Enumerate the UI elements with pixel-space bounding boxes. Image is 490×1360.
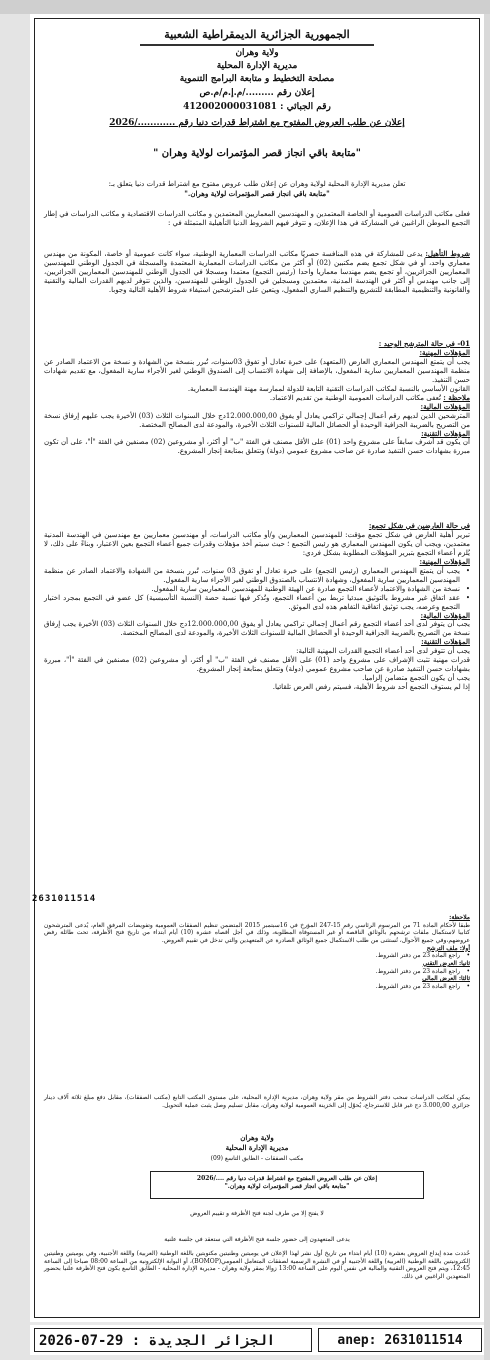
section2-bullet-1: • يجب أن يتمتع المهندس المعماري (رئيس التجمع) على خبرة تعادل أو تفوق 03 سنوات، تُبرر بنسخة من الشهادة والاعتماد الصادر عن منظمة المهندسين المعماريين سارية المفعول، وشهادة الانتساب بالصندوق الوطني لغير الأجراء سارية المفعول. bbox=[44, 567, 470, 585]
eligibility-text: يدعى للمشاركة في هذه المنافسة حصريًا مكاتب الدراسات المعمارية الوطنية، سواء كانت عمومية أو خاصة، المكونة من مهندس معماري واحد، أو في شكل تجمع يضم مكتبين (02) أو أكثر من مكاتب الدراسات المعمارية المعتمدة والمسجلة في الجدول الوطني للمهندسين المعماريين الجزائريين، أو تجمع يضم مهندسا معماريا واحدا (رئيس التجمع) معتمدا ومسجلا في الجدول الوطني للمهندسين المعماريين الجزائريين، إلى جانب مهندس أو أكثر في الهندسة المدنية، معتمدين ومسجلين في الجدول الوطني للمهندسين، والذين تتوفر لديهم القدرات المالية والتقنية والقانونية والتنظيمية المطابقة للتشريع والتنظيم الساري المفعول، ويتعين على المترشحين استيفاء شروط الأهلية التالية وجوبا. bbox=[44, 250, 470, 294]
notes-item-1-title: أولا: ملف الترشح bbox=[426, 944, 470, 952]
notice-title: إعلان عن طلب العروض المفتوح مع اشتراط قدرات دنيا رقم ............/2026 bbox=[109, 118, 405, 128]
envelope-box bbox=[150, 1171, 424, 1199]
section2-technical-text-1: يجب أن تتوفر لدى أحد أعضاء التجمع القدرات المهنية التالية: bbox=[296, 647, 470, 656]
section1-note-label: ملاحظة : bbox=[443, 392, 470, 402]
section2-financial-title: المؤهلات المالية: bbox=[420, 610, 470, 620]
project-title: "متابعة باقي انجاز قصر المؤتمرات لولاية وهران " bbox=[153, 148, 361, 159]
address-line-2: مديرية الإدارة المحلية bbox=[225, 1143, 289, 1152]
section1-technical-text: أن يكون قد أشرف سابقاً على مشروع واحد (01) على الأقل مصنف في الفئة "ب" أو أكثر، أو مشروعين (02) مصنفين في الفئة "أ"، على أن تكون مبررة بشهادات حسن التنفيذ صادرة عن صاحب مشروع عمومي (دولة) وتتعلق بمتابعة إنجاز المشروع. bbox=[44, 438, 470, 456]
address-line-3: مكتب الصفقات - الطابق التاسع (09) bbox=[210, 1155, 304, 1162]
section-single-candidate bbox=[44, 340, 470, 456]
section1-legal-text: القانون الأساسي بالنسبة لمكاتب الدراسات التقنية التابعة للدولة لممارسة مهنة الهندسة المعمارية. bbox=[187, 384, 470, 393]
section2-technical-text-2: قدرات مهنية تثبت الإشراف على مشروع واحد (01) على الأقل مصنف في الفئة "ب" أو أكثر، أو مشروعين (02) مصنفين في الفئة "أ"، مبررة بشهادات حسن التنفيذ صادرة عن صاحب مشروع عمومي (دولة) وتتعلق بمتابعة إنجاز المشروع. bbox=[44, 656, 470, 674]
envelope-line-2: "متابعة باقي انجاز قصر المؤتمرات لولاية وهران." bbox=[224, 1182, 350, 1190]
newspaper-page bbox=[30, 14, 484, 1322]
section1-technical-title: المؤهلات التقنية: bbox=[421, 428, 470, 438]
closing-line-1: لا يفتح إلا من طرف لجنة فتح الأظرفة و تقييم العروض bbox=[190, 1210, 324, 1217]
withdrawal-text: يمكن لمكاتب الدراسات سحب دفتر الشروط من مقر ولاية وهران، مديرية الإدارة المحلية، على مستوى المكتب التابع (مكتب الصفقات)، مقابل دفع مبلغ ثلاثة آلاف دينار جزائري 3.000,00 دج غير قابل للاسترجاع، يُحوّل إلى الخزينة العمومية لولاية وهران، مقابل تسليم وصل يثبت عملية التحويل. bbox=[44, 1094, 470, 1109]
section2-heading: في حالة العارضين في شكل تجمع: bbox=[368, 521, 470, 530]
footer-bar bbox=[30, 1325, 484, 1355]
notes-text: طبقا لأحكام المادة 71 من المرسوم الرئاسي رقم 15-247 المؤرخ في 16سبتمبر 2015 المتضمن تنظيم الصفقات العمومية وتفويضات المرفق العام، يُدعى المترشحون كتابيا لاستكمال ملفات ترشحهم بالوثائق الناقصة أو غير المستوفاة المطلوبة، وذلك في أجل أقصاه عشرة (10) أيام ابتداء من تاريخ فتح الأظرفة، تحت طائلة رفض عروضهم،وفي جميع الأحوال، تُستثنى من طلب الاستكمال جميع الوثائق الصادرة عن المتعهدين والتي تدخل في تقييم العروض. bbox=[44, 921, 470, 945]
eligibility-block bbox=[44, 250, 470, 295]
envelope-line-1: إعلان عن طلب العروض المفتوح مع اشتراط قدرات دنيا رقم ..../2026 bbox=[196, 1175, 378, 1182]
section2-financial-text: يجب أن يتوفر لدى أحد أعضاء التجمع رقم أعمال إجمالي تراكمي يعادل أو يفوق 12.000.000,00دج خلال السنوات الثلاث (03) الأخيرة يجب إرفاق نسخة من التصريح بالضريبة الجزافية الوحيدة أو الحصائل المالية للسنوات الثلاث الأخيرة، والمودعة لدى المصالح المختصة. bbox=[44, 620, 470, 638]
closing-line-3: حُددت مدة إيداع العروض بعشرة (10) أيام ابتداء من تاريخ أول نشر لهذا الإعلان في يوميتين وطنيتين مكتوبتين باللغة الوطنية (العربية) واللغة الأجنبية، وفي يوميتين وطنيتين إلكترونيتين باللغة الوطنية (العربية) واللغة الأجنبية أو في النشرة الرسمية لصفقات المتعامل العمومي(BOMOP)، أو البوابة الإلكترونية من الساعة 08:00 صباحا إلى الساعة 12:45، ويتم فتح العروض التقنية والمالية في نفس اليوم على الساعة 13:00 زوالا بمقر ولاية وهران - مديرية الإدارة المحلية - الطابق التاسع يكون فتح الأظرفة علنيا بحضور المتعهدين الراغبين في ذلك. bbox=[44, 1250, 470, 1281]
notes-item-3-title: ثالثا: العرض المالي bbox=[422, 975, 470, 983]
section2-intro: تبرير أهلية العارض في شكل تجمع مؤقت: للمهندسين المعماريين و/أو مكاتب الدراسات، أو مهندسين معماريين مع مهندسين في الهندسة المدنية معتمدين، ويجب أن يكون المهندس المعماري هو رئيس التجمع ؛ حيث سيتم أخذ مؤهلات وقدرات جميع أعضاء التجمع بعين الاعتبار، وبناءً على ذلك، لا يُلزم أعضاء التجمع بتبرير المؤهلات المطلوبة بشكل فردي: bbox=[44, 530, 470, 557]
republic-title: الجمهورية الجزائرية الديمقراطية الشعبية bbox=[140, 26, 374, 46]
section2-bullet-2: • نسخة من الشهادة والاعتماد لأعضاء التجمع صادرة عن الهيئة الوطنية للمهندسين المعماريين سارية المفعول. bbox=[44, 585, 470, 594]
section1-heading: 01- في حالة المترشح الوحيد : bbox=[378, 339, 470, 348]
section2-technical-text-3: يجب أن يكون التجمع متضامن إلزاميا. bbox=[362, 674, 470, 683]
right-margin-strip bbox=[484, 14, 490, 1360]
anep-reference: anep: 2631011514 bbox=[318, 1328, 482, 1352]
tax-number: رقم الجبائي : 412002000031081 bbox=[183, 102, 331, 112]
address-line-1: ولاية وهران bbox=[240, 1133, 274, 1142]
notes-item-2-text: • راجع المادة 23 من دفتر الشروط. bbox=[44, 968, 470, 976]
eligibility-label: شروط التأهيل: bbox=[425, 249, 470, 258]
section1-note-text: تُعفى مكاتب الدراسات العمومية الوطنية من تقديم الاعتماد. bbox=[269, 393, 441, 402]
directorate-title: مديرية الإدارة المحلية bbox=[216, 61, 298, 71]
notes-item-3-text: • راجع المادة 23 من دفتر الشروط. bbox=[44, 983, 470, 991]
section2-technical-title: المؤهلات التقنية: bbox=[421, 637, 470, 647]
section2-bullet-3: • عقد اتفاق غير مشروط بالتوثيق مبدئيا تربط بين أعضاء التجمع، وتُذكر فيها نسبة حصة (النسبة التأسيسية) كل عضو في التجمع بمجرد اختيار التجمع وعرضه، يجب توثيق اتفاقية التفاهم هذه لدى الموثق. bbox=[44, 594, 470, 612]
top-strip bbox=[0, 0, 490, 14]
intro-line-1: تعلن مديرية الإدارة المحلية لولاية وهران عن إعلان طلب عروض مفتوح مع اشتراط قدرات دنيا يتعلق بـ: bbox=[108, 180, 406, 188]
notes-block bbox=[44, 914, 470, 991]
paragraph-offices: فعلى مكاتب الدراسات العمومية أو الخاصة المعتمدين و المهندسين المعماريين المعتمدين و مكاتب الدراسات الاقتصادية و مكاتب الدراسات في إطار التجمع الموطن الراغبين في المشاركة في هذا الإعلان، و تتوفر فيهم الشروط الدنيا التأهيلية المتمثلة في : bbox=[44, 210, 470, 227]
section1-financial-text: المترشحين الذين لديهم رقم أعمال إجمالي تراكمي يعادل أو يفوق 12.000.000,00دج خلال السنوات الثلاث (03) الأخيرة يجب عليهم إرفاق نسخة من التصريح بالضريبة الجزافية الوحيدة أو الحصائل المالية للسنوات الثلاث الأخيرة، والمودعة لدى المصالح المختصة. bbox=[44, 411, 470, 429]
notes-item-1-text: • راجع المادة 23 من دفتر الشروط. bbox=[44, 952, 470, 960]
left-margin-strip bbox=[0, 14, 30, 1360]
notes-item-2-title: ثانيا: العرض التقني bbox=[422, 960, 470, 968]
section1-professional-text: يجب أن يتمتع المهندس المعماري العارض (المتعهد) على خبرة تعادل أو تفوق 03سنوات، تُبرر بنسخة من الشهادة و نسخة من الاعتماد الصادر عن منظمة المهندسين المعماريين سارية المفعول، بالإضافة إلى شهادة الانتساب إلى الصندوق الوطني لغير الأجراء سارية المفعول، مع تقديم شهادات حسن التنفيذ. bbox=[44, 357, 470, 384]
wilaya-title: ولاية وهران bbox=[235, 48, 279, 58]
newspaper-date: 2026-07-29 : الجزائر الجديدة bbox=[34, 1328, 312, 1352]
intro-line-2: "متابعة باقي انجاز قصر المؤتمرات لولاية وهران." bbox=[184, 189, 330, 198]
section2-professional-title: المؤهلات المهنية: bbox=[419, 556, 470, 566]
section-consortium bbox=[44, 522, 470, 692]
closing-line-2: يدعى المتعهدون إلى حضور جلسة فتح الأظرفة التي ستعقد في جلسة علنية bbox=[164, 1236, 350, 1243]
notice-number: إعلان رقم ........./م.إ.م/م.ص bbox=[199, 88, 315, 98]
scan-code: 2631011514 bbox=[32, 894, 97, 904]
section1-financial-title: المؤهلات المالية: bbox=[420, 401, 470, 411]
service-title: مصلحة التخطيط و متابعة البرامج التنموية bbox=[179, 74, 335, 84]
section2-closing: إذا لم يستوف التجمع أحد شروط الأهلية، فسيتم رفض العرض تلقائيا. bbox=[272, 683, 470, 692]
section1-professional-title: المؤهلات المهنية: bbox=[419, 347, 470, 357]
notes-label: ملاحظة: bbox=[449, 914, 470, 921]
